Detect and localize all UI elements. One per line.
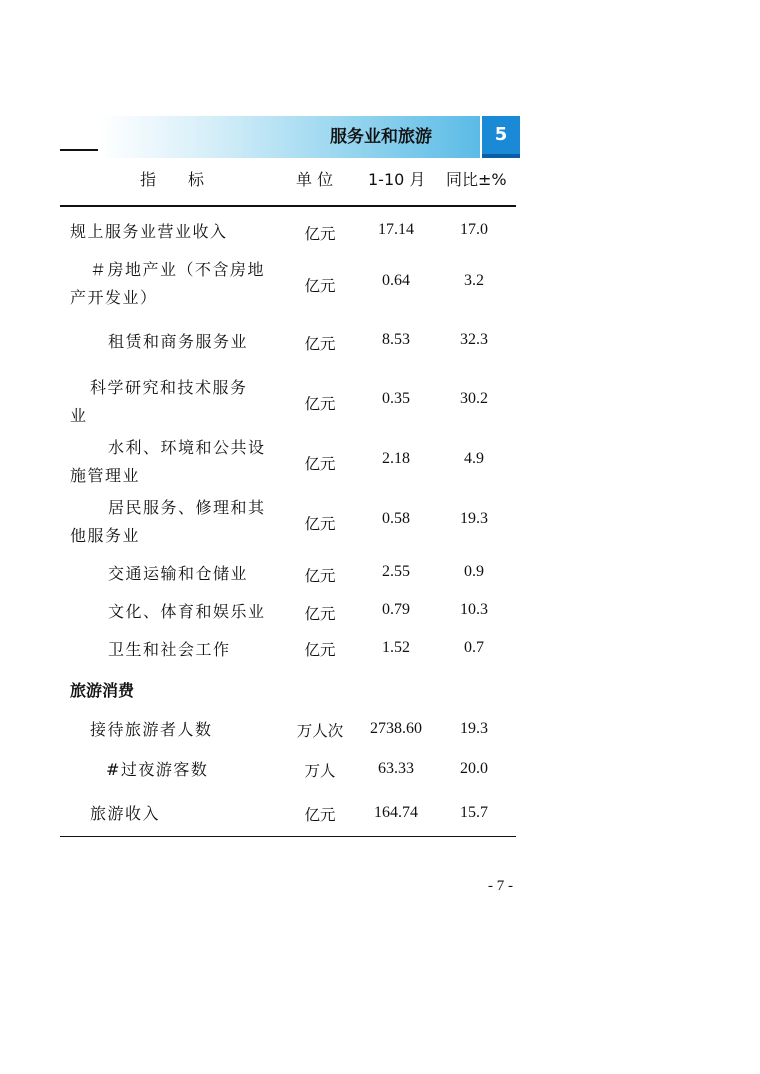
row-value: 63.33 — [378, 760, 414, 777]
row-label: 文化、体育和娱乐业 — [108, 602, 266, 621]
row-label-line2: 产开发业） — [70, 288, 158, 307]
row-unit: 亿元 — [304, 605, 336, 623]
row-unit: 亿元 — [304, 225, 336, 243]
chapter-number: 5 — [482, 116, 520, 158]
row-yoy: 30.2 — [460, 390, 488, 407]
row-label-line1: ＃房地产业（不含房地 — [90, 260, 266, 279]
row-unit: 亿元 — [304, 277, 336, 295]
row-value: 2.18 — [382, 450, 410, 467]
row-value: 17.14 — [378, 221, 414, 238]
row-yoy: 4.9 — [464, 450, 484, 467]
row-label: 旅游收入 — [90, 804, 161, 823]
row-yoy: 17.0 — [460, 221, 488, 238]
chapter-title: 服务业和旅游 — [330, 127, 432, 147]
row-yoy: 15.7 — [460, 804, 488, 821]
row-label: 规上服务业营业收入 — [70, 222, 228, 241]
row-value: 1.52 — [382, 639, 410, 656]
table-bottom-rule — [60, 836, 516, 837]
row-unit: 亿元 — [304, 806, 336, 824]
row-yoy: 3.2 — [464, 272, 484, 289]
row-label-line1: 水利、环境和公共设 — [108, 438, 266, 457]
column-header-unit: 单 位 — [296, 170, 334, 189]
table-top-rule — [60, 205, 516, 207]
row-label: #过夜游客数 — [106, 760, 209, 779]
row-label: 租赁和商务服务业 — [108, 332, 249, 351]
row-yoy: 19.3 — [460, 510, 488, 527]
row-label: 交通运输和仓储业 — [108, 564, 249, 583]
row-label-line2: 业 — [70, 406, 88, 425]
row-value: 0.64 — [382, 272, 410, 289]
column-header-yoy: 同比±% — [446, 170, 507, 189]
row-value: 0.58 — [382, 510, 410, 527]
row-yoy: 0.9 — [464, 563, 484, 580]
row-yoy: 0.7 — [464, 639, 484, 656]
section-heading-tourism: 旅游消费 — [70, 681, 135, 700]
row-label: 卫生和社会工作 — [108, 640, 231, 659]
row-unit: 亿元 — [304, 515, 336, 533]
row-label: 接待旅游者人数 — [90, 720, 213, 739]
row-label-line2: 施管理业 — [70, 466, 141, 485]
row-unit: 亿元 — [304, 395, 336, 413]
row-value: 2738.60 — [370, 720, 422, 737]
row-value: 2.55 — [382, 563, 410, 580]
header-rule — [60, 149, 98, 151]
row-yoy: 19.3 — [460, 720, 488, 737]
row-unit: 亿元 — [304, 567, 336, 585]
row-label-line1: 居民服务、修理和其 — [108, 498, 266, 517]
row-unit: 亿元 — [304, 641, 336, 659]
row-yoy: 10.3 — [460, 601, 488, 618]
row-unit: 万人次 — [296, 722, 344, 740]
row-value: 8.53 — [382, 331, 410, 348]
row-unit: 万人 — [304, 762, 336, 780]
row-yoy: 32.3 — [460, 331, 488, 348]
page-number: - 7 - — [488, 878, 513, 894]
column-header-indicator: 指 标 — [140, 170, 205, 189]
row-value: 0.35 — [382, 390, 410, 407]
row-label-line1: 科学研究和技术服务 — [90, 378, 248, 397]
row-yoy: 20.0 — [460, 760, 488, 777]
row-unit: 亿元 — [304, 335, 336, 353]
row-value: 164.74 — [374, 804, 418, 821]
column-header-period: 1-10 月 — [368, 170, 426, 189]
row-label-line2: 他服务业 — [70, 526, 141, 545]
row-value: 0.79 — [382, 601, 410, 618]
row-unit: 亿元 — [304, 455, 336, 473]
